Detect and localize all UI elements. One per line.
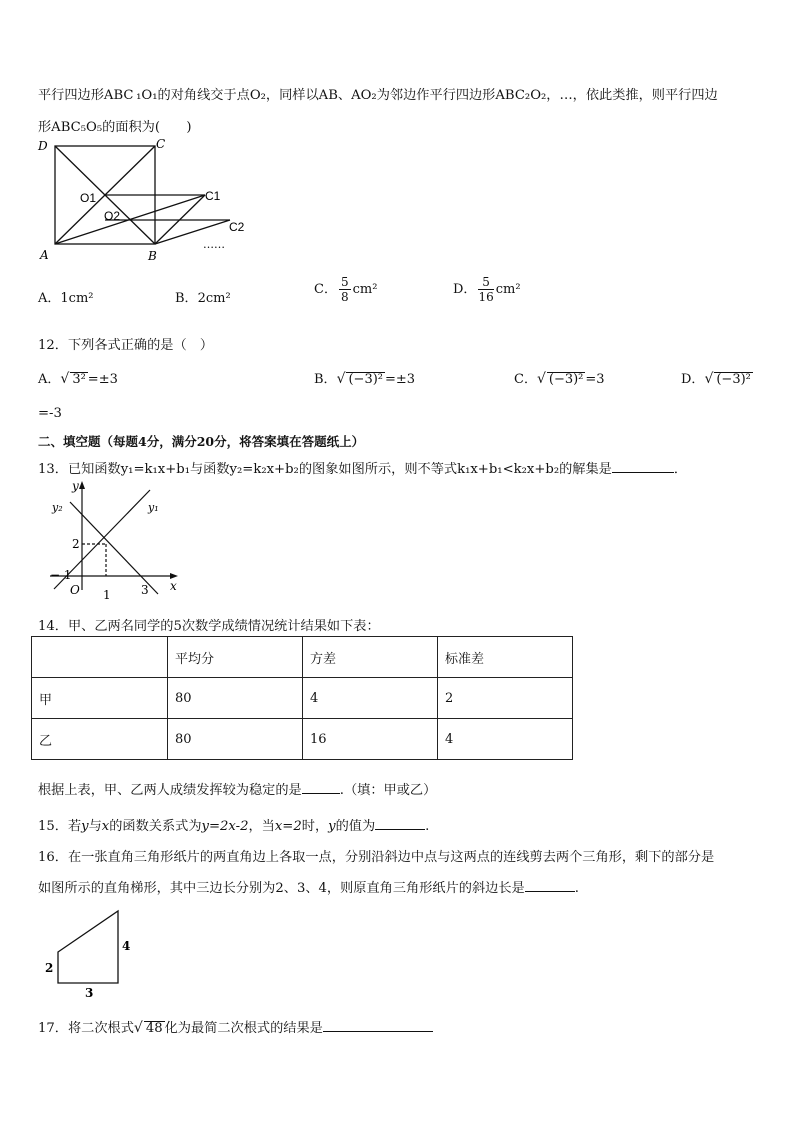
section-fill-in-heading: 二、填空题（每题4分，满分20分，将答案填在答题纸上） [38,434,365,449]
q15-stem: 15．若y与x的函数关系式为y=2x-2，当x=2时，y的值为 . [38,819,430,834]
table-cell: 80 [168,719,303,760]
q16-trapezoid-figure [40,905,140,1001]
table-cell: 甲 [32,678,168,719]
table-header-cell: 标准差 [438,637,573,678]
q14-stem: 14．甲、乙两名同学的5次数学成绩情况统计结果如下表： [38,619,380,634]
q12-stem: 12．下列各式正确的是（ ） [38,338,214,353]
table-header-cell [32,637,168,678]
q16-text-line1: 16．在一张直角三角形纸片的两直角边上各取一点，分别沿斜边中点与这两点的连线剪去两个三角形，剩下的部分是 [38,850,715,865]
trapezoid-bottom-length: 3 [85,986,94,1000]
graph-tick-1: 1 [103,588,111,602]
table-cell: 乙 [32,719,168,760]
q17-stem: 17．将二次根式√ 48 化为最简二次根式的结果是 [38,1017,433,1036]
graph-y-axis-label: y [72,479,79,493]
label-A: A [40,248,49,262]
label-ellipsis: …… [203,238,225,251]
label-O1: O1 [80,191,97,205]
label-C: C [156,137,166,151]
graph-y1-label: y₁ [148,501,159,514]
q11-parallelogram-figure [30,136,260,266]
table-cell: 4 [438,719,573,760]
q12-option-b: B．√ (−3)² =±3 [314,371,416,387]
table-row [32,719,573,760]
q11-text-line1: 平行四边形ABC ₁O₁的对角线交于点O₂，同样以AB、AO₂为邻边作平行四边形ABC₂O₂，…，依此类推，则平行四边 [38,88,718,103]
label-B: B [148,249,157,263]
table-header-row [32,637,573,678]
q12-option-c: C．√ (−3)² =3 [514,371,605,387]
table-cell: 80 [168,678,303,719]
q11-text-line2: 形ABC₅O₅的面积为( ) [38,120,192,135]
q11-option-b: B．2cm² [175,291,231,306]
label-C2: C2 [229,220,245,234]
graph-tick-2: 2 [72,537,80,551]
q12-option-a: A．√ 3² =±3 [38,371,118,387]
table-header-cell: 平均分 [168,637,303,678]
q11-option-c: C． $\frac{5}{8}$ cm² [314,275,378,304]
graph-origin-label: O [70,583,80,597]
q11-option-a: A．1cm² [38,291,94,306]
graph-y2-label: y₂ [52,501,63,514]
q12-option-d: D．√ (−3)² [681,371,751,387]
label-D: D [38,139,48,153]
table-cell: 2 [438,678,573,719]
q14-score-table [31,636,573,760]
label-C1: C1 [205,189,221,203]
table-cell: 4 [303,678,438,719]
q14-follow-up: 根据上表，甲、乙两人成绩发挥较为稳定的是 .（填：甲或乙） [38,783,437,798]
graph-tick-minus-1: − 1 [50,568,72,582]
label-O2: O2 [104,209,121,223]
trapezoid-left-length: 2 [45,961,54,975]
trapezoid-right-length: 4 [122,939,131,953]
graph-tick-3: 3 [141,583,149,597]
q12-option-d-wrap: =-3 [38,406,62,421]
table-cell: 16 [303,719,438,760]
q13-stem: 13．已知函数y₁=k₁x+b₁与函数y₂=k₂x+b₂的图象如图所示，则不等式k₁x+b₁<k₂x+b₂的解集是 ． [38,462,688,477]
q11-option-d: D． $\frac{5}{16}$ cm² [453,275,521,304]
graph-x-axis-label: x [170,579,177,593]
table-header-cell: 方差 [303,637,438,678]
q16-text-line2: 如图所示的直角梯形，其中三边长分别为2、3、4，则原直角三角形纸片的斜边长是 . [38,881,579,896]
table-row [32,678,573,719]
q13-function-graph [40,478,190,604]
